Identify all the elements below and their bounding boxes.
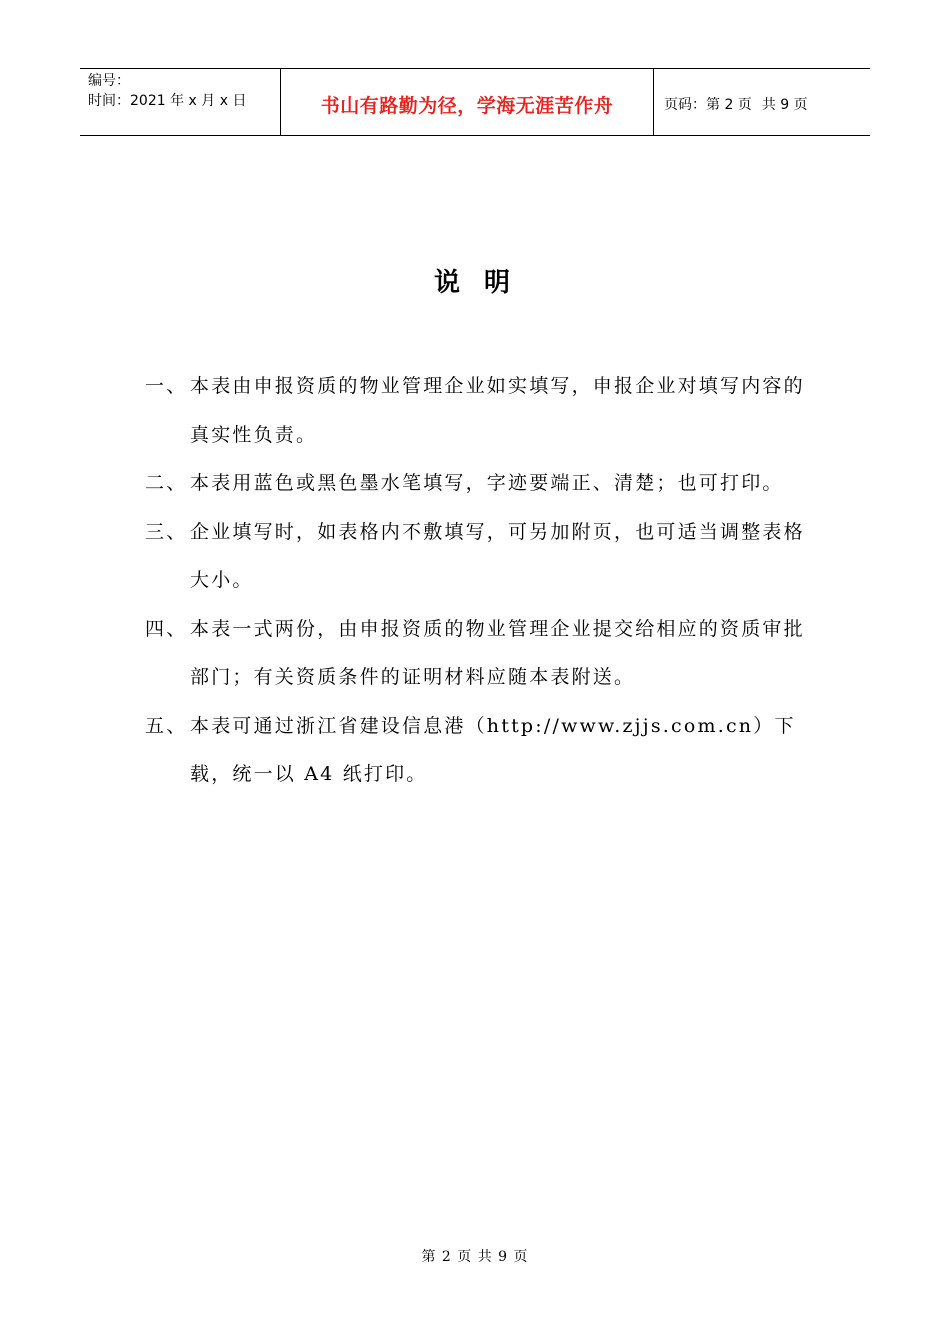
list-item-number: 一、 xyxy=(145,375,188,397)
header-page-total: 共 9 页 xyxy=(761,97,808,113)
document-date: 时间：2021 年 x 月 x 日 xyxy=(88,93,247,109)
header-motto: 书山有路勤为径，学海无涯苦作舟 xyxy=(320,94,614,117)
header-motto-cell xyxy=(281,69,654,135)
list-item xyxy=(145,605,825,702)
instruction-list xyxy=(145,362,825,799)
list-item-text: 本表用蓝色或黑色墨水笔填写，字迹要端正、清楚；也可打印。 xyxy=(190,472,784,494)
list-item-number: 四、 xyxy=(145,617,188,640)
list-item xyxy=(145,362,825,459)
list-item-text: 本表可通过浙江省建设信息港（http://www.zjjs.com.cn）下载，统一以 A4 纸打印。 xyxy=(190,714,796,785)
page-footer: 第 2 页 共 9 页 xyxy=(421,1249,529,1265)
list-item xyxy=(145,508,825,605)
header-meta-cell xyxy=(80,69,281,135)
page-title: 说明 xyxy=(433,268,534,298)
list-item-number: 二、 xyxy=(145,472,188,494)
list-item-text: 本表一式两份，由申报资质的物业管理企业提交给相应的资质审批部门；有关资质条件的证明材料应随本表附送。 xyxy=(190,617,805,688)
list-item-text: 企业填写时，如表格内不敷填写，可另加附页，也可适当调整表格大小。 xyxy=(190,520,805,591)
header-page-number: 页码：第 2 页 xyxy=(664,97,752,113)
document-number-label: 编号： xyxy=(88,73,130,89)
list-item-text: 本表由申报资质的物业管理企业如实填写，申报企业对填写内容的真实性负责。 xyxy=(190,375,805,446)
list-item xyxy=(145,459,825,508)
header-page-cell xyxy=(654,69,870,135)
list-item xyxy=(145,702,825,799)
list-item-number: 三、 xyxy=(145,520,188,543)
document-header xyxy=(80,68,870,136)
list-item-number: 五、 xyxy=(145,714,188,737)
